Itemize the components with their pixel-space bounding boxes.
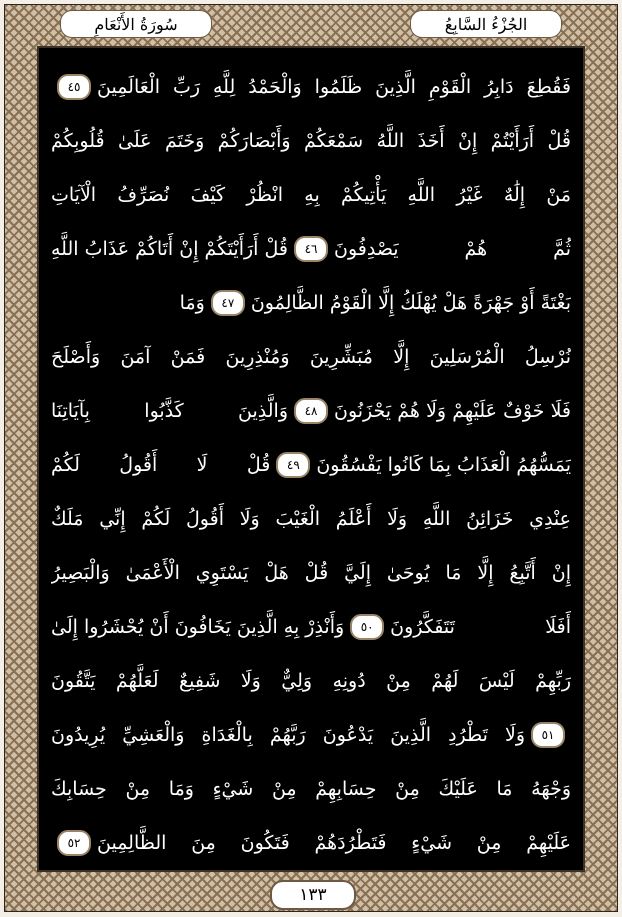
ayah-number-marker: ٥٢ (57, 830, 91, 856)
verse-text-continued: وَمَا (179, 292, 205, 314)
verse-text: عَلَيْهِمْ مِنْ شَيْءٍ فَتَطْرُدَهُمْ فَتَكُونَ مِنَ الظَّالِمِينَ (97, 832, 571, 854)
verse-text: ثُمَّ هُمْ يَصْدِفُونَ (334, 238, 571, 260)
verse-text-continued: وَالَّذِينَ كَذَّبُوا بِآيَاتِنَا (51, 400, 288, 422)
ayah-number-marker: ٤٩ (276, 452, 310, 478)
ayah-number-marker: ٤٦ (294, 236, 328, 262)
page-number: ١٣٣ (270, 880, 356, 910)
verse-line (51, 116, 571, 166)
verse-line (51, 548, 571, 598)
ayah-number-marker: ٤٥ (57, 74, 91, 100)
verse-text: قُلْ أَرَأَيْتُمْ إِنْ أَخَذَ اللَّهُ سَمْعَكُمْ وَأَبْصَارَكُمْ وَخَتَمَ عَلَىٰ قُلُوبِكُمْ (51, 130, 571, 152)
verse-line (51, 494, 571, 544)
verse-text: وَجْهَهُ مَا عَلَيْكَ مِنْ حِسَابِهِمْ مِنْ شَيْءٍ وَمَا مِنْ حِسَابِكَ (51, 778, 571, 800)
verse-text: بَغْتَةً أَوْ جَهْرَةً هَلْ يُهْلَكُ إِلَّا الْقَوْمُ الظَّالِمُونَ (250, 292, 571, 314)
verse-text: عِنْدِي خَزَائِنُ اللَّهِ وَلَا أَعْلَمُ الْغَيْبَ وَلَا أَقُولُ لَكُمْ إِنِّي مَلَكٌ (51, 508, 571, 530)
verse-line (51, 710, 571, 760)
verse-line (51, 440, 571, 490)
verse-text: أَفَلَا تَتَفَكَّرُونَ (390, 616, 571, 638)
verse-text: رَبِّهِمْ لَيْسَ لَهُمْ مِنْ دُونِهِ وَلِيٌّ وَلَا شَفِيعٌ لَعَلَّهُمْ يَتَّقُونَ (51, 670, 571, 692)
verse-line (51, 332, 571, 382)
verse-line (51, 656, 571, 706)
surah-label: سُورَةُ الأَنْعَامِ (60, 10, 212, 38)
text-area (37, 46, 585, 872)
verse-text: يَمَسُّهُمُ الْعَذَابُ بِمَا كَانُوا يَفْسُقُونَ (316, 454, 571, 476)
ayah-number-marker: ٥١ (531, 722, 565, 748)
verse-line (51, 602, 571, 652)
verse-text: وَلَا تَطْرُدِ الَّذِينَ يَدْعُونَ رَبَّهُمْ بِالْغَدَاةِ وَالْعَشِيِّ يُرِيدُونَ (51, 724, 525, 746)
ayah-number-marker: ٤٧ (211, 290, 245, 316)
verse-text: فَقُطِعَ دَابِرُ الْقَوْمِ الَّذِينَ ظَلَمُوا وَالْحَمْدُ لِلَّهِ رَبِّ الْعَالَمِينَ (97, 76, 571, 98)
verse-text: مَنْ إِلَٰهٌ غَيْرُ اللَّهِ يَأْتِيكُمْ بِهِ انْظُرْ كَيْفَ نُصَرِّفُ الْآيَاتِ (51, 184, 571, 206)
ayah-number-marker: ٤٨ (294, 398, 328, 424)
verse-line (51, 170, 571, 220)
verse-text: نُرْسِلُ الْمُرْسَلِينَ إِلَّا مُبَشِّرِينَ وَمُنْذِرِينَ فَمَنْ آمَنَ وَأَصْلَحَ (51, 346, 571, 368)
verse-line (51, 224, 571, 274)
juz-label: الجُزْءُ السَّابِعُ (410, 10, 562, 38)
verse-text-continued: قُلْ لَا أَقُولُ لَكُمْ (51, 454, 271, 476)
verse-line (51, 818, 571, 868)
ayah-number-marker: ٥٠ (350, 614, 384, 640)
verse-text: إِنْ أَتَّبِعُ إِلَّا مَا يُوحَىٰ إِلَيَّ قُلْ هَلْ يَسْتَوِي الْأَعْمَىٰ وَالْبَصِيرُ (51, 562, 571, 584)
verse-text: فَلَا خَوْفٌ عَلَيْهِمْ وَلَا هُمْ يَحْزَنُونَ (334, 400, 571, 422)
verse-line (51, 386, 571, 436)
verse-text-continued: وَأَنْذِرْ بِهِ الَّذِينَ يَخَافُونَ أَنْ يُحْشَرُوا إِلَىٰ (51, 616, 345, 638)
page-header (20, 6, 602, 38)
verse-line (51, 764, 571, 814)
verse-line (51, 278, 571, 328)
verse-line (51, 62, 571, 112)
verse-text-continued: قُلْ أَرَأَيْتَكُمْ إِنْ أَتَاكُمْ عَذَابُ اللَّهِ (51, 238, 288, 260)
page-footer (0, 876, 622, 910)
